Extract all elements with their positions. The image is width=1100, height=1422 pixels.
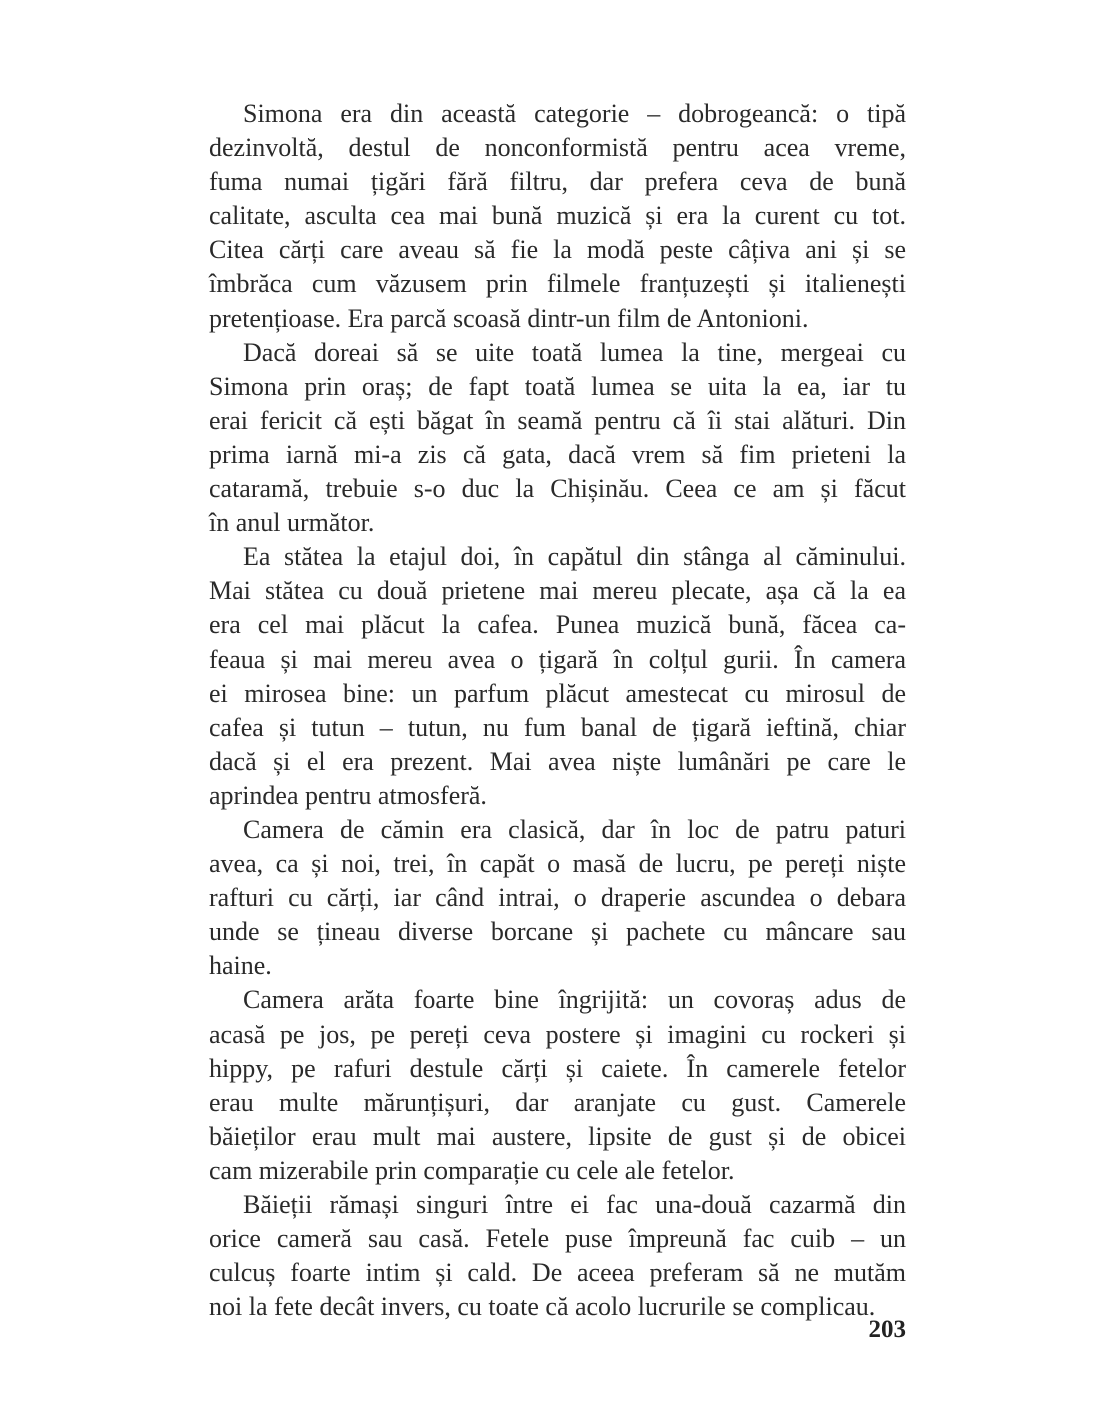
text-line: ei mirosea bine: un parfum plăcut amestecat cu mirosul de	[209, 678, 906, 708]
text-line: avea, ca și noi, trei, în capăt o masă de lucru, pe pereți niște	[209, 849, 906, 879]
text-line: fuma numai țigări fără filtru, dar prefera ceva de bună	[209, 167, 906, 197]
text-line: băieților erau mult mai austere, lipsite de gust și de obicei	[209, 1121, 906, 1151]
text-line: cafea și tutun – tutun, nu fum banal de țigară ieftină, chiar	[209, 712, 906, 742]
text-line: culcuș foarte intim și cald. De aceea preferam să ne mutăm	[209, 1258, 906, 1288]
text-line: Dacă doreai să se uite toată lumea la tine, mergeai cu	[243, 337, 906, 367]
text-line: erai fericit că ești băgat în seamă pentru că îi stai alături. Din	[209, 405, 906, 435]
text-line: cataramă, trebuie s-o duc la Chișinău. Ceea ce am și făcut	[209, 474, 906, 504]
text-line: Ea stătea la etajul doi, în capătul din stânga al căminului.	[243, 542, 906, 572]
paragraph	[209, 813, 906, 983]
body-text	[209, 97, 906, 1324]
text-line: calitate, asculta cea mai bună muzică și era la curent cu tot.	[209, 201, 906, 231]
paragraph	[209, 336, 906, 541]
text-line: Băieții rămași singuri între ei fac una-două cazarmă din	[243, 1190, 906, 1219]
text-line: orice cameră sau casă. Fetele puse împreună fac cuib – un	[209, 1224, 906, 1254]
text-line: Mai stătea cu două prietene mai mereu plecate, așa că la ea	[209, 576, 906, 606]
paragraph	[209, 1188, 906, 1324]
text-line: îmbrăca cum văzusem prin filmele franțuzești și italienești	[209, 269, 906, 299]
paragraph	[209, 97, 906, 336]
page-number: 203	[868, 1316, 906, 1343]
text-line: pretențioase. Era parcă scoasă dintr-un film de Antonioni.	[209, 303, 809, 333]
text-line: dacă și el era prezent. Mai avea niște lumânări pe care le	[209, 746, 906, 776]
text-line: Citea cărți care aveau să fie la modă peste câțiva ani și se	[209, 235, 906, 265]
text-line: dezinvoltă, destul de nonconformistă pentru acea vreme,	[209, 133, 906, 163]
text-line: era cel mai plăcut la cafea. Punea muzică bună, făcea ca-	[209, 610, 906, 640]
paragraph	[209, 983, 906, 1188]
paragraph	[209, 540, 906, 813]
text-line: acasă pe jos, pe pereți ceva postere și imagini cu rockeri și	[209, 1019, 906, 1049]
text-line: erau multe mărunțișuri, dar aranjate cu gust. Camerele	[209, 1087, 906, 1117]
text-line: Simona era din această categorie – dobrogeancă: o tipă	[243, 99, 906, 128]
text-line: unde se țineau diverse borcane și pachete cu mâncare sau	[209, 917, 906, 947]
text-line: aprindea pentru atmosferă.	[209, 780, 487, 810]
text-line: Camera arăta foarte bine îngrijită: un covoraș adus de	[243, 985, 906, 1015]
text-line: rafturi cu cărți, iar când intrai, o draperie ascundea o debara	[209, 883, 906, 913]
text-line: cam mizerabile prin comparație cu cele ale fetelor.	[209, 1155, 735, 1185]
text-line: Camera de cămin era clasică, dar în loc de patru paturi	[243, 814, 906, 844]
text-line: în anul următor.	[209, 508, 375, 538]
text-line: haine.	[209, 951, 272, 981]
text-line: Simona prin oraș; de fapt toată lumea se uita la ea, iar tu	[209, 371, 906, 401]
text-line: prima iarnă mi-a zis că gata, dacă vrem să fim prieteni la	[209, 439, 906, 469]
text-line: feaua și mai mereu avea o țigară în colțul gurii. În camera	[209, 644, 906, 674]
text-line: noi la fete decât invers, cu toate că acolo lucrurile se complicau.	[209, 1292, 876, 1322]
text-line: hippy, pe rafuri destule cărți și caiete. În camerele fetelor	[209, 1053, 906, 1083]
